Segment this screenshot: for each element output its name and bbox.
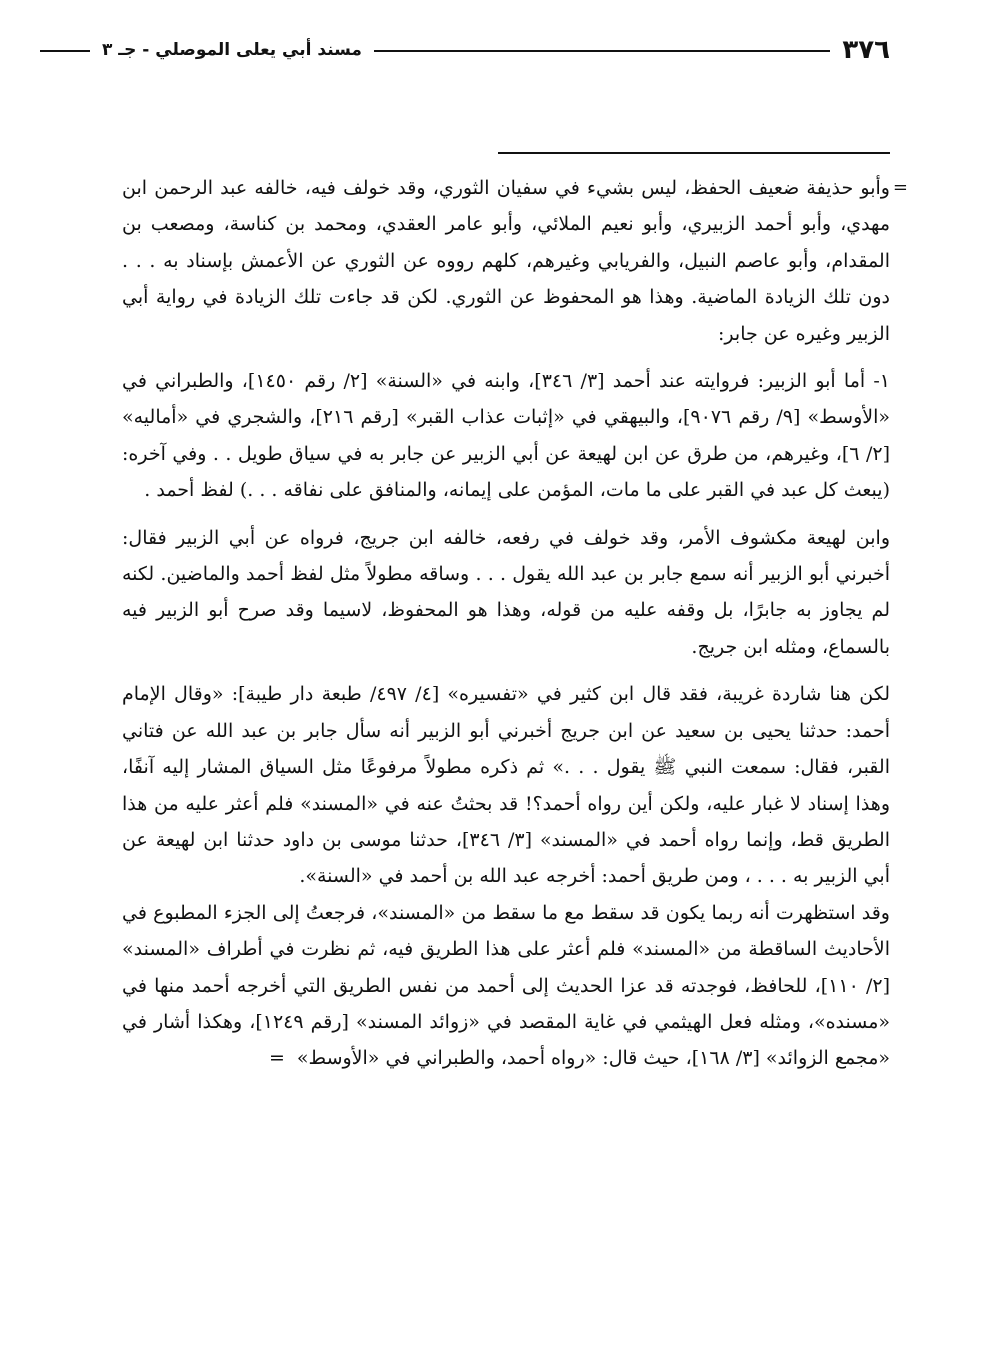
running-title: مسند أبي يعلى الموصلي - جـ ٣: [90, 36, 374, 64]
footnote-paragraph: لكن هنا شاردة غريبة، فقد قال ابن كثير في «تفسيره» [٤/ ٤٩٧/ طبعة دار طيبة]: «وقال الإمام أحمد: حدثنا يحيى بن سعيد عن ابن جريج أخبرني أبو الزبير أنه سأل جابر بن عبد الله عن فتاني القبر، فقال: سمعت النبي ﷺ يقول . . .» ثم ذكره مطولاً مرفوعًا مثل السياق المشار إليه آنفًا، وهذا إسناد لا غبار عليه، ولكن أين رواه أحمد؟! قد بحثتُ عنه في «المسند» فلم أعثر عليه من هذا الطريق قط، وإنما رواه أحمد في «المسند» [٣/ ٣٤٦]، حدثنا موسى بن داود حدثنا ابن لهيعة عن أبي الزبير به . . . ، ومن طريق أحمد: أخرجه عبد الله بن أحمد في «السنة».: [122, 683, 891, 888]
footnote-separator: [498, 152, 890, 154]
footnote-paragraph-text: وقد استظهرت أنه ربما يكون قد سقط مع ما سقط من «المسند»، فرجعتُ إلى الجزء المطبوع في الأحاديث الساقطة من «المسند» فلم أعثر على هذا الطريق فيه، ثم نظرت في أطراف «المسند» [٢/ ١١٠]، للحافظ، فوجدته قد عزا الحديث إلى أحمد من نفس الطريق التي أخرجه أحمد منها في «مسنده»، ومثله فعل الهيثمي في غاية المقصد في «زوائد المسند» [رقم ١٢٤٩]، وهكذا أشار في «مجمع الزوائد» [٣/ ١٦٨]، حيث قال: «رواه أحمد، والطبراني في «الأوسط»: [122, 901, 891, 1070]
running-header: [40, 34, 890, 68]
footnote-paragraph: وابن لهيعة مكشوف الأمر، وقد خولف في رفعه، خالفه ابن جريج، فرواه عن أبي الزبير فقال: أخبرني أبو الزبير أنه سمع جابر بن عبد الله يقول . . . وساقه مطولاً مثل لفظ أحمد والماضين. لكنه لم يجاوز به جابرًا، بل وقفه عليه من قوله، وهذا هو المحفوظ، لاسيما وقد صرح أبو الزبير فيه بالسماع، ومثله ابن جريج.: [122, 526, 890, 658]
page-number: ٣٧٦: [830, 34, 890, 66]
end-continuation-mark: =: [269, 1047, 285, 1070]
footnote-last-paragraph: [122, 895, 890, 1077]
continuation-mark: =: [892, 177, 908, 198]
footnote-paragraph: ١- أما أبو الزبير: فروايته عند أحمد [٣/ ٣٤٦]، وابنه في «السنة» [٢/ رقم ١٤٥٠]، والطبراني في «الأوسط» [٩/ رقم ٩٠٧٦]، والبيهقي في «إثبات عذاب القبر» [رقم ٢١٦]، والشجري في «أماليه» [٢/ ٦]، وغيرهم، من طرق عن ابن لهيعة عن أبي الزبير عن جابر به في سياق طويل . . وفي آخره: (يبعث كل عبد في القبر على ما مات، المؤمن على إيمانه، والمنافق على نفاقه . . .) لفظ أحمد .: [122, 370, 891, 502]
footnote-paragraph: وأبو حذيفة ضعيف الحفظ، ليس بشيء في سفيان الثوري، وقد خولف فيه، خالفه عبد الرحمن ابن مهدي، وأبو أحمد الزبيري، وأبو نعيم الملائي، وأبو عامر العقدي، ومحمد بن كناسة، ومصعب بن المقدام، وأبو عاصم النبيل، والفريابي وغيرهم، كلهم رووه عن الثوري عن الأعمش بإسناد به . . . دون تلك الزيادة الماضية. وهذا هو المحفوظ عن الثوري. لكن قد جاءت تلك الزيادة في رواية أبي الزبير وغيره عن جابر:: [122, 177, 890, 345]
footnote-body: [122, 170, 908, 1077]
